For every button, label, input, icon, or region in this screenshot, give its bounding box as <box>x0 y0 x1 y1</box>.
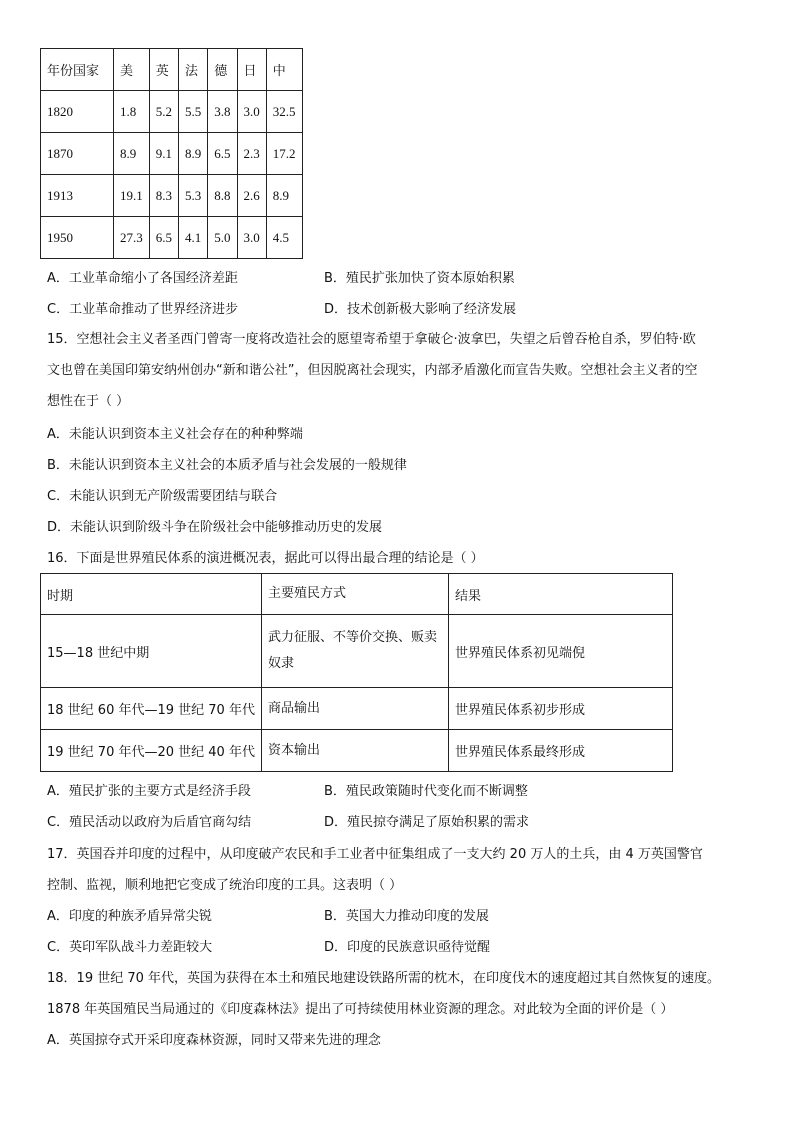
table-cell: 1950 <box>41 217 114 259</box>
table-cell: 6.5 <box>208 133 237 175</box>
table-cell: 1913 <box>41 175 114 217</box>
table-row <box>41 730 673 772</box>
table-cell: 1820 <box>41 91 114 133</box>
option-d[interactable]: D．印度的民族意识亟待觉醒 <box>324 940 491 955</box>
table-cell: 19 世纪 70 年代—20 世纪 40 年代 <box>41 730 262 772</box>
table-cell: 4.1 <box>179 217 208 259</box>
table-cell: 5.5 <box>179 91 208 133</box>
table-cell: 5.3 <box>179 175 208 217</box>
option-a[interactable]: A．工业革命缩小了各国经济差距 <box>47 271 238 286</box>
q16-stem: 16．下面是世界殖民体系的演进概况表，据此可以得出最合理的结论是（ ） <box>47 551 484 566</box>
table-cell: 8.9 <box>179 133 208 175</box>
table-cell: 世界殖民体系最终形成 <box>448 730 672 772</box>
option-a[interactable]: A．殖民扩张的主要方式是经济手段 <box>47 784 251 799</box>
option-d[interactable]: D．殖民掠夺满足了原始积累的需求 <box>324 815 530 830</box>
table-header-row <box>41 49 303 91</box>
q17-options-row-1 <box>47 905 767 925</box>
table-cell: 6.5 <box>149 217 178 259</box>
table-row <box>41 91 303 133</box>
table-header-cell: 年份国家 <box>41 49 114 91</box>
table-row <box>41 688 673 730</box>
table-header-cell: 中 <box>266 49 302 91</box>
option-a[interactable]: A．未能认识到资本主义社会存在的种种弊端 <box>47 427 303 442</box>
table-header-cell: 主要殖民方式 <box>261 574 448 615</box>
q17-stem-line: 17．英国吞并印度的过程中，从印度破产农民和手工业者中征集组成了一支大约 20 万人的土兵，由 4 万英国警官 <box>47 847 703 862</box>
table-row <box>41 217 303 259</box>
table-cell: 武力征服、不等价交换、贩卖奴隶 <box>261 615 448 688</box>
table-header-cell: 结果 <box>448 574 672 615</box>
table-cell: 1.8 <box>114 91 150 133</box>
table-cell: 27.3 <box>114 217 150 259</box>
option-a[interactable]: A．印度的种族矛盾异常尖锐 <box>47 909 212 924</box>
table-cell: 18 世纪 60 年代—19 世纪 70 年代 <box>41 688 262 730</box>
table-header-cell: 英 <box>149 49 178 91</box>
table-cell: 3.8 <box>208 91 237 133</box>
table-row <box>41 133 303 175</box>
table-cell: 1870 <box>41 133 114 175</box>
table-cell: 2.3 <box>237 133 266 175</box>
table-cell: 32.5 <box>266 91 302 133</box>
q16-options-row-2 <box>47 811 767 831</box>
q16-options-row-1 <box>47 780 767 800</box>
gdp-share-table <box>40 48 303 259</box>
q15-stem-line: 文也曾在美国印第安纳州创办“新和谐公社”，但因脱离社会现实，内部矛盾激化而宣告失败。空想社会主义者的空 <box>47 363 698 378</box>
q18-stem-line: 18．19 世纪 70 年代，英国为获得在本土和殖民地建设铁路所需的枕木，在印度伐木的速度超过其自然恢复的速度。 <box>47 971 721 986</box>
option-d[interactable]: D．技术创新极大影响了经济发展 <box>324 302 517 317</box>
q15-stem-line: 想性在于（ ） <box>47 394 130 409</box>
table-row <box>41 615 673 688</box>
option-b[interactable]: B．未能认识到资本主义社会的本质矛盾与社会发展的一般规律 <box>47 458 407 473</box>
table-cell: 商品输出 <box>261 688 448 730</box>
option-b[interactable]: B．殖民扩张加快了资本原始积累 <box>324 271 515 286</box>
q18-stem-line: 1878 年英国殖民当局通过的《印度森林法》提出了可持续使用林业资源的理念。对此较为全面的评价是（ ） <box>47 1002 674 1017</box>
table-cell: 3.0 <box>237 91 266 133</box>
option-d[interactable]: D．未能认识到阶级斗争在阶级社会中能够推动历史的发展 <box>47 520 383 535</box>
q17-stem-line: 控制、监视，顺利地把它变成了统治印度的工具。这表明（ ） <box>47 878 403 893</box>
table-header-cell: 时期 <box>41 574 262 615</box>
q14-options-row-2 <box>47 298 767 318</box>
table-cell: 19.1 <box>114 175 150 217</box>
option-c[interactable]: C．工业革命推动了世界经济进步 <box>47 302 239 317</box>
table-cell: 世界殖民体系初见端倪 <box>448 615 672 688</box>
table-cell: 8.3 <box>149 175 178 217</box>
option-b[interactable]: B．英国大力推动印度的发展 <box>324 909 489 924</box>
table-cell: 17.2 <box>266 133 302 175</box>
q17-options-row-2 <box>47 936 767 956</box>
table-cell: 8.9 <box>114 133 150 175</box>
table-cell: 世界殖民体系初步形成 <box>448 688 672 730</box>
table-cell: 资本输出 <box>261 730 448 772</box>
table-cell: 2.6 <box>237 175 266 217</box>
table-cell: 3.0 <box>237 217 266 259</box>
table-cell: 5.2 <box>149 91 178 133</box>
table-cell: 8.8 <box>208 175 237 217</box>
table-cell: 5.0 <box>208 217 237 259</box>
colonial-system-table <box>40 573 673 772</box>
table-row <box>41 175 303 217</box>
option-c[interactable]: C．英印军队战斗力差距较大 <box>47 940 213 955</box>
table-cell: 8.9 <box>266 175 302 217</box>
q14-options-row-1 <box>47 267 767 287</box>
table-cell: 15—18 世纪中期 <box>41 615 262 688</box>
table-header-cell: 美 <box>114 49 150 91</box>
table-header-cell: 德 <box>208 49 237 91</box>
table-header-row <box>41 574 673 615</box>
option-b[interactable]: B．殖民政策随时代变化而不断调整 <box>324 784 528 799</box>
option-c[interactable]: C．未能认识到无产阶级需要团结与联合 <box>47 489 278 504</box>
table-header-cell: 日 <box>237 49 266 91</box>
option-c[interactable]: C．殖民活动以政府为后盾官商勾结 <box>47 815 252 830</box>
table-cell: 9.1 <box>149 133 178 175</box>
table-header-cell: 法 <box>179 49 208 91</box>
table-cell: 4.5 <box>266 217 302 259</box>
q15-stem-line: 15．空想社会主义者圣西门曾寄一度将改造社会的愿望寄希望于拿破仑·波拿巴，失望之后曾吞枪自杀，罗伯特·欧 <box>47 332 696 347</box>
option-a[interactable]: A．英国掠夺式开采印度森林资源，同时又带来先进的理念 <box>47 1033 381 1048</box>
